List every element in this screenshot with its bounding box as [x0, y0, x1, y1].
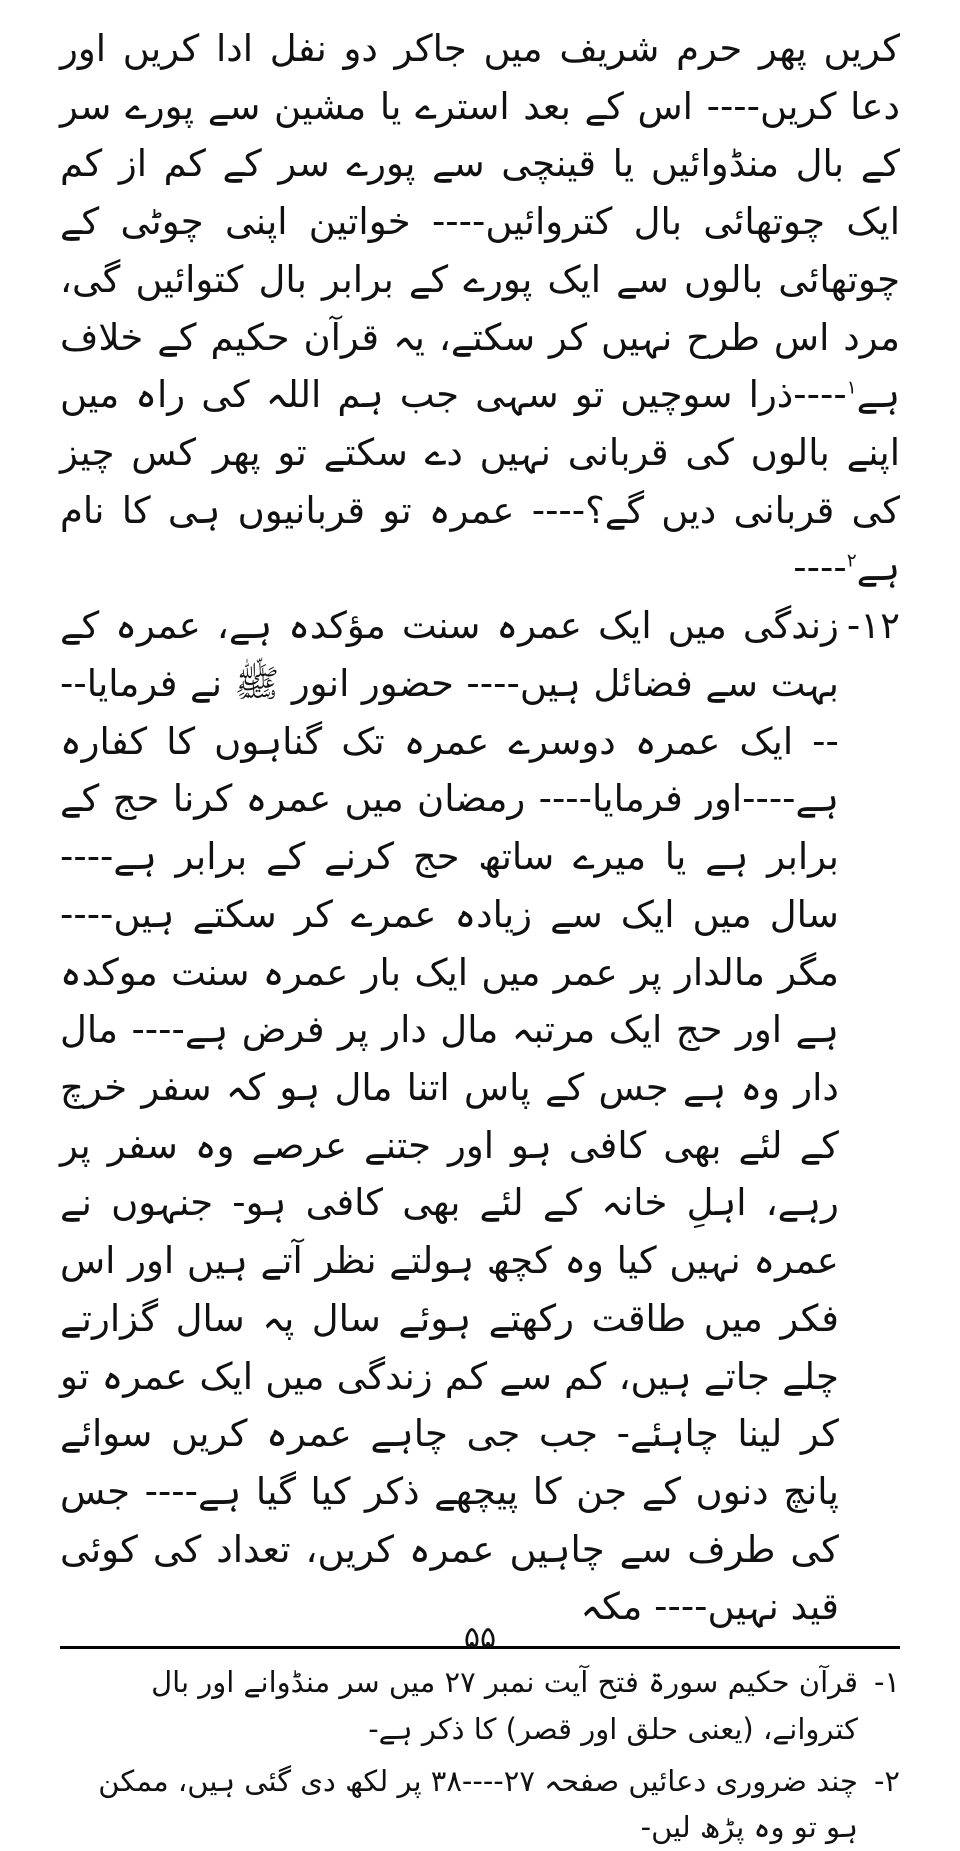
- footnote-2: [60, 1758, 900, 1851]
- footnotes: [60, 1659, 900, 1851]
- list-item-12: [60, 597, 900, 1636]
- intro-text: کریں پھر حرم شریف میں جاکر دو نفل ادا کریں اور دعا کریں---- اس کے بعد استرے یا مشین سے پورے سر کے بال منڈوائیں یا قینچی سے پورے سر کے کم از کم ایک چوتھائی بال کتروائیں---- خواتین اپنی چوٹی کے چوتھائی بالوں سے ایک پورے کے برابر بال کتوائیں گی، مرد اس طرح نہیں کر سکتے، یہ قرآن حکیم کے خلاف ہے: [60, 27, 900, 417]
- footnote-mark: ۲-: [873, 1763, 900, 1798]
- book-page: [60, 20, 900, 1845]
- footnote-ref-1[interactable]: ۱: [846, 377, 857, 399]
- body-text: [60, 20, 900, 1636]
- paragraph-intro: [60, 20, 900, 597]
- footnote-text: قرآن حکیم سورۃ فتح آیت نمبر ۲۷ میں سر منڈوانے اور بال کتروانے، (یعنی حلق اور قصر) کا ذکر ہے-: [151, 1665, 858, 1746]
- footnote-ref-2[interactable]: ۲: [846, 551, 857, 573]
- footnote-mark: ۱-: [873, 1665, 900, 1700]
- item-number: ۱۲-: [846, 604, 900, 648]
- footnote-1: [60, 1659, 900, 1752]
- intro-text-2: ----ذرا سوچیں تو سہی جب ہم اللہ کی راہ میں اپنے بالوں کی قربانی نہیں دے سکتے تو پھر کس چیز کی قربانی دیں گے؟---- عمرہ تو قربانیوں ہی کا نام ہے: [60, 373, 900, 590]
- footnote-text: چند ضروری دعائیں صفحہ ۲۷----۳۸ پر لکھ دی گئی ہیں، ممکن ہو تو وہ پڑھ لیں-: [98, 1763, 858, 1845]
- item-text: زندگی میں ایک عمرہ سنت مؤکدہ ہے، عمرہ کے بہت سے فضائل ہیں---- حضور انور ﷺ نے فرمایا---- ایک عمرہ دوسرے عمرہ تک گناہوں کا کفارہ ہے----اور فرمایا---- رمضان میں عمرہ کرنا حج کے برابر ہے یا میرے ساتھ حج کرنے کے برابر ہے---- سال میں ایک سے زیادہ عمرے کر سکتے ہیں---- مگر مالدار پر عمر میں ایک بار عمرہ سنت موکدہ ہے اور حج ایک مرتبہ مال دار پر فرض ہے---- مال دار وہ ہے جس کے پاس اتنا مال ہو کہ سفر خرچ کے لئے بھی کافی ہو اور جتنے عرصے وہ سفر پر رہے، اہلِ خانہ کے لئے بھی کافی ہو- جنہوں نے عمرہ نہیں کیا وہ کچھ ہولتے نظر آتے ہیں اور اس فکر میں طاقت رکھتے ہوئے سال پہ سال گزارتے چلے جاتے ہیں، کم سے کم زندگی میں ایک عمرہ تو کر لینا چاہئے- جب جی چاہے عمرہ کریں سوائے پانچ دنوں کے جن کا پیچھے ذکر کیا گیا ہے---- جس کی طرف سے چاہیں عمرہ کریں، تعداد کی کوئی قید نہیں---- مکہ: [60, 604, 839, 1629]
- page-number: ۵۵: [463, 1620, 497, 1655]
- intro-tail: ----: [793, 546, 847, 590]
